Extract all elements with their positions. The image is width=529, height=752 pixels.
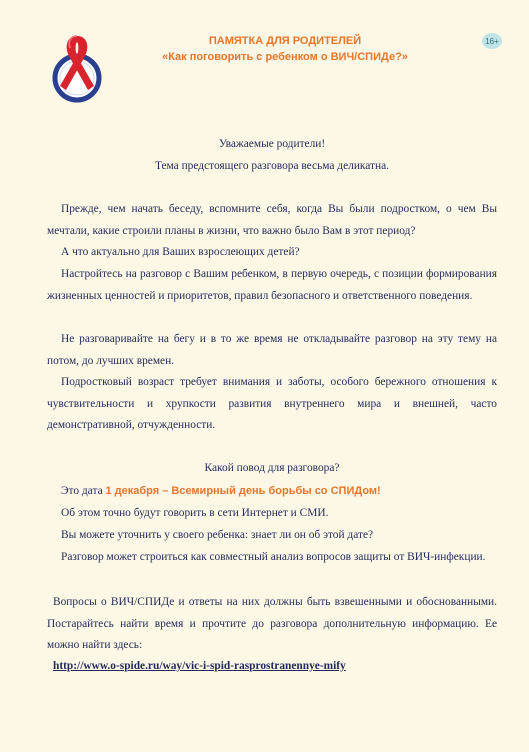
info-link[interactable]: http://www.o-spide.ru/way/vic-i-spid-rasprostranennye-mify [53, 660, 346, 672]
greeting-line2: Тема предстоящего разговора весьма деликатна. [154, 159, 390, 172]
header-title-line2: «Как поговорить с ребенком о ВИЧ/СПИДе?» [162, 51, 408, 63]
paragraph-5: Подростковый возраст требует внимания и заботы, особого бережного отношения к чувствительности и хрупкости развития внутреннего мира и внешней, часто демонстративной, отчужденности. [47, 376, 497, 431]
section2-paragraph-1: Об этом точно будут говорить в сети Интернет и СМИ. [61, 507, 329, 519]
header-title-line1: ПАМЯТКА ДЛЯ РОДИТЕЛЕЙ [208, 35, 362, 47]
section2-heading: Какой повод для разговора? [204, 462, 340, 474]
date-paragraph [47, 481, 497, 503]
date-prefix: Это дата [61, 485, 106, 497]
paragraph-4: Не разговаривайте на бегу и в то же время не откладывайте разговор на эту тему на потом, до лучших времен. [47, 333, 497, 367]
header-title [120, 33, 450, 65]
paragraph-1: Прежде, чем начать беседу, вспомните себя, когда Вы были подростком, о чем Вы мечтали, какие строили планы в жизни, что важно было Вам в этот период? [47, 203, 497, 237]
greeting-line1: Уважаемые родители! [218, 138, 326, 150]
section2-paragraph-2: Вы можете уточнить у своего ребенка: знает ли он об этой дате? [61, 529, 374, 541]
date-highlight: 1 декабря – Всемирный день борьбы со СПИДом! [105, 485, 381, 497]
info-link-line [47, 656, 497, 678]
age-rating-badge: 16+ [482, 33, 502, 49]
greeting [47, 134, 497, 177]
section2-paragraph-4: Вопросы о ВИЧ/СПИДе и ответы на них должны быть взвешенными и обоснованными. Постарайтесь найти время и прочтите до разговора дополнительную информацию. Ее можно найти здесь: [47, 596, 497, 651]
stop-hiv-ribbon-logo-icon [44, 28, 110, 108]
paragraph-3: Настройтесь на разговор с Вашим ребенком, в первую очередь, с позиции формирования жизненных ценностей и приоритетов, правил безопасного и ответственного поведения. [47, 268, 497, 302]
section2-paragraph-3: Разговор может строиться как совместный анализ вопросов защиты от ВИЧ-инфекции. [61, 551, 486, 563]
paragraph-2: А что актуально для Ваших взрослеющих детей? [61, 246, 300, 258]
